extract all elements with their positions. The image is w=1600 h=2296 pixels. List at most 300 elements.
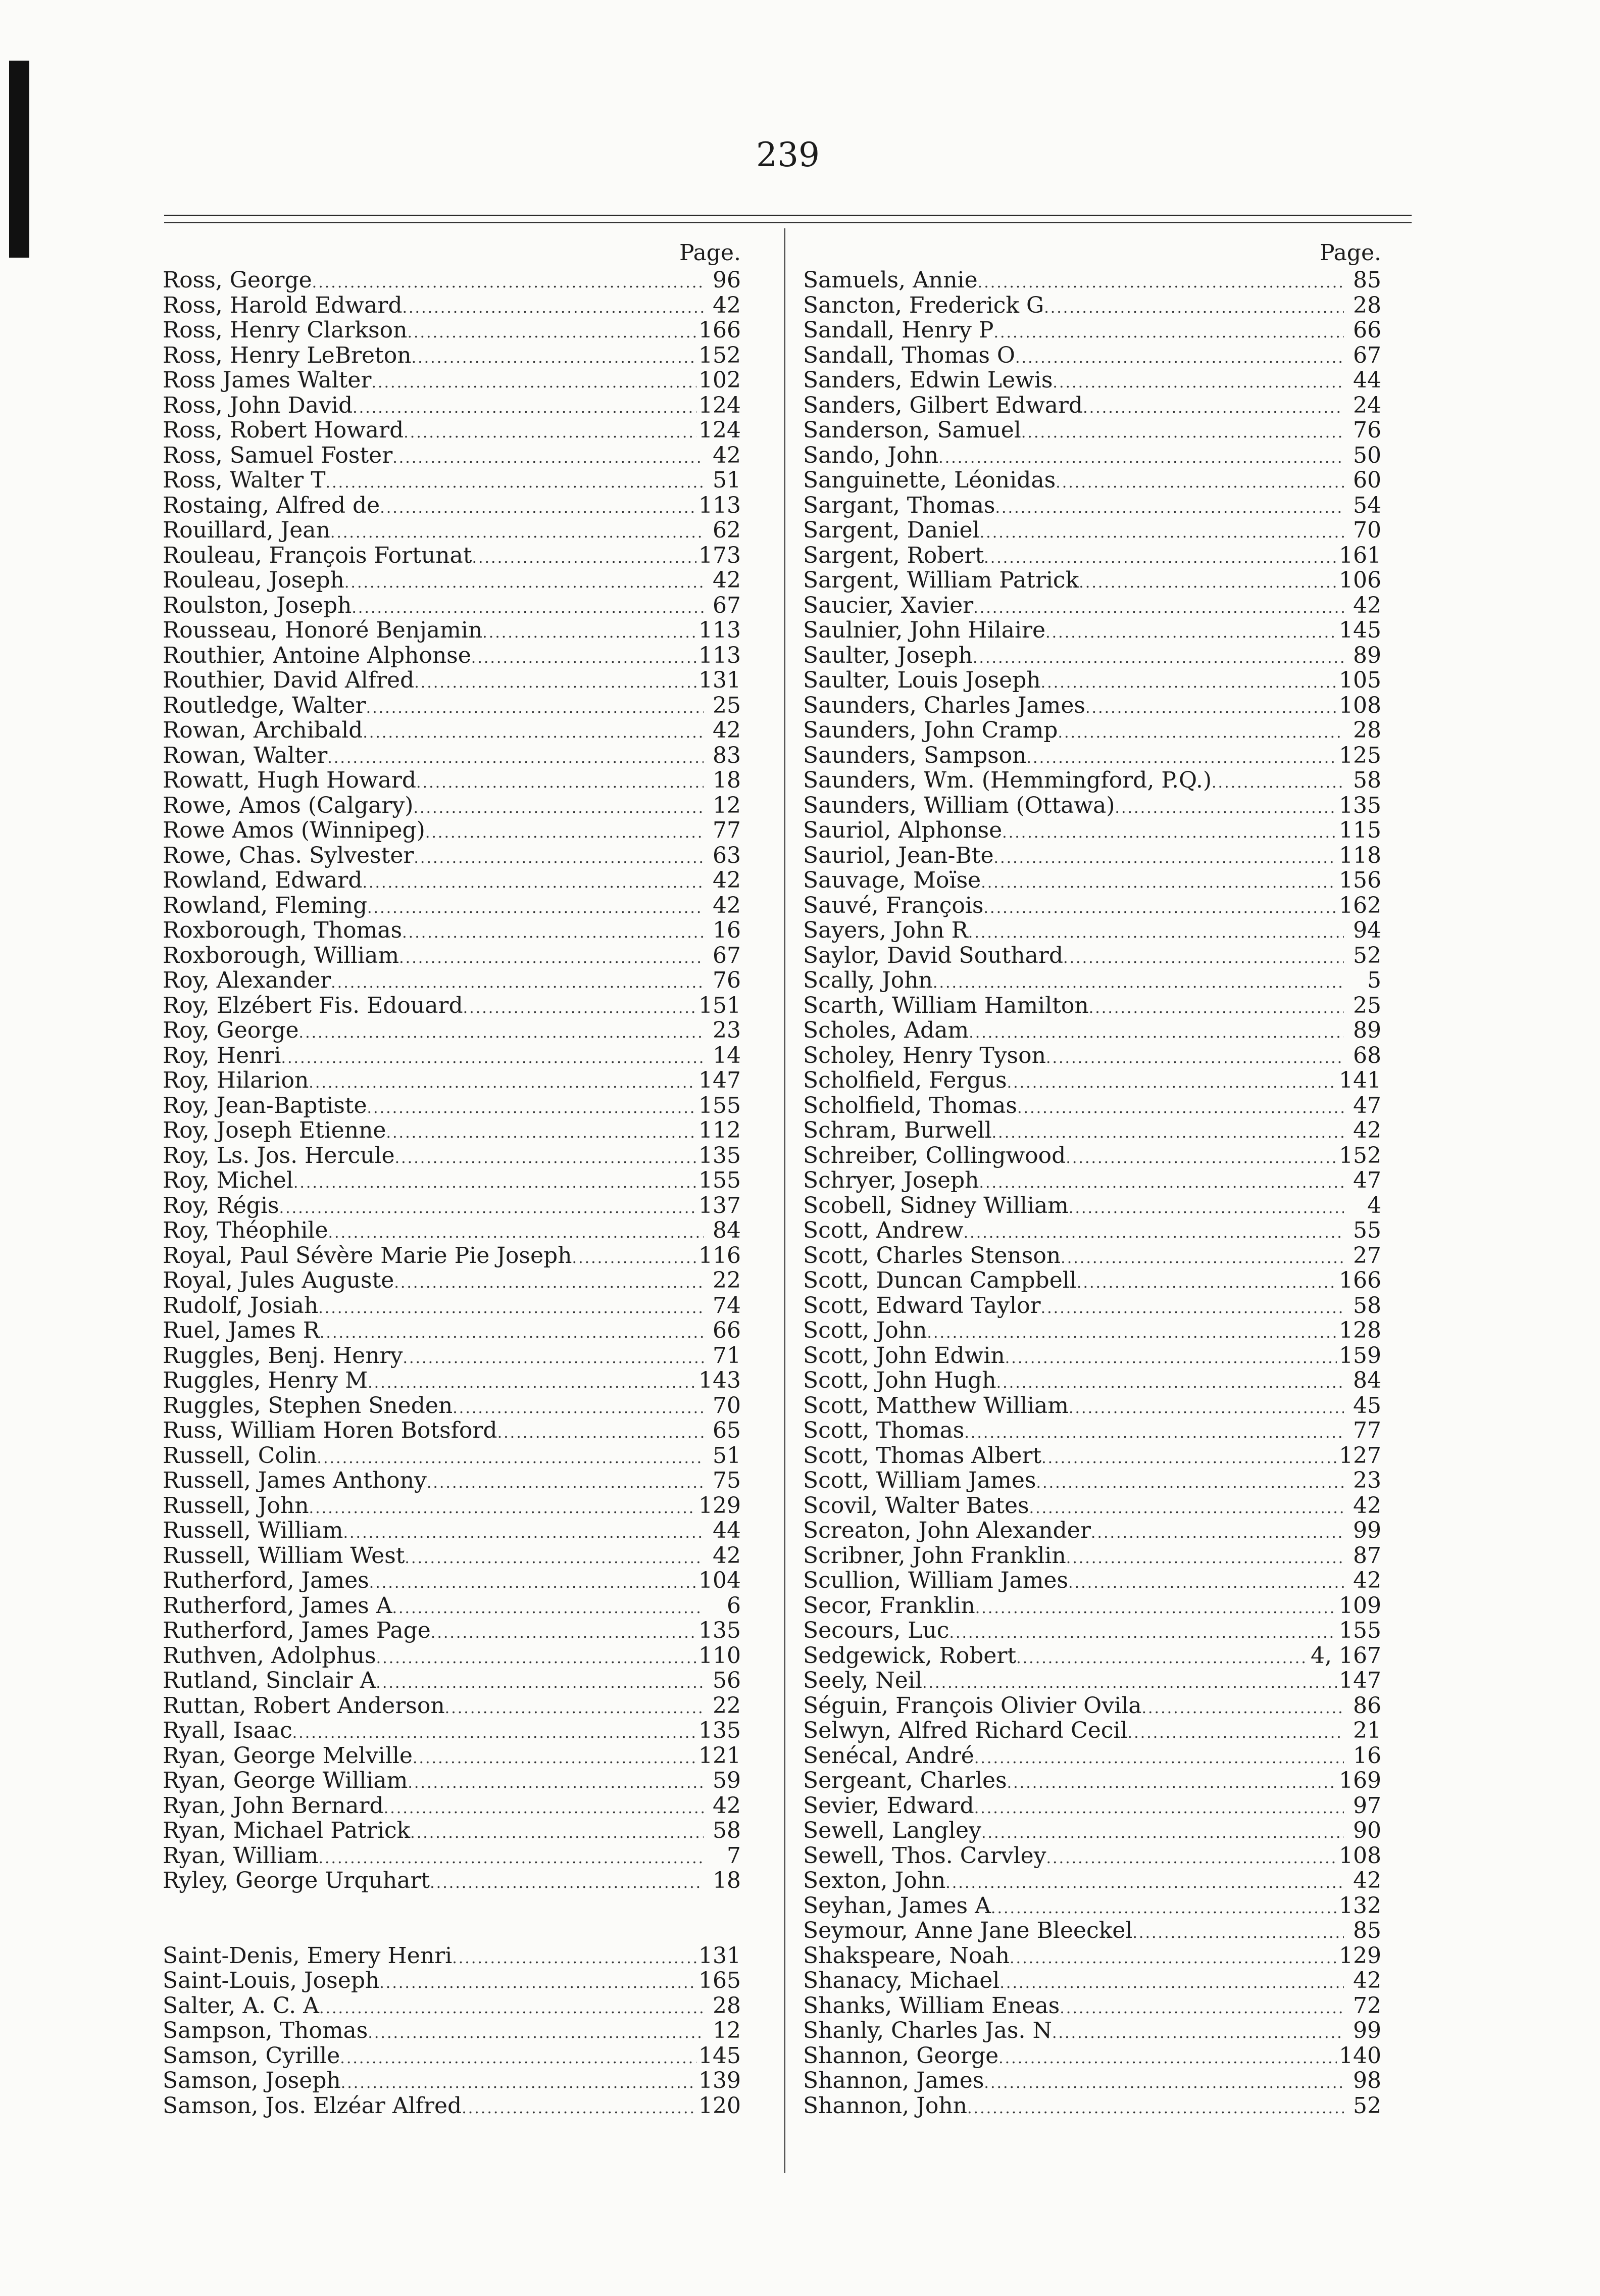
entry-name: Saulter, Joseph bbox=[803, 642, 973, 668]
entry-page: 18 bbox=[713, 1868, 741, 1893]
entry-page: 109 bbox=[1339, 1592, 1381, 1619]
entry-name: Scarth, William Hamilton bbox=[803, 992, 1089, 1018]
entry-page: 44 bbox=[1353, 367, 1381, 393]
index-entry bbox=[163, 543, 741, 568]
index-entry bbox=[803, 1593, 1381, 1619]
entry-page: 65 bbox=[713, 1418, 741, 1443]
entry-name: Scott, Charles Stenson bbox=[803, 1242, 1061, 1268]
index-entry bbox=[163, 368, 741, 393]
dot-leader bbox=[1091, 1521, 1344, 1546]
dot-leader bbox=[1046, 1046, 1344, 1071]
index-entry bbox=[163, 1968, 741, 1993]
entry-name: Ruggles, Stephen Sneden bbox=[163, 1392, 453, 1419]
dot-leader bbox=[318, 1846, 704, 1871]
entry-page: 89 bbox=[1353, 1017, 1381, 1043]
dot-leader bbox=[408, 1771, 704, 1796]
column-header bbox=[803, 237, 1381, 268]
dot-leader bbox=[975, 1596, 1337, 1621]
entry-name: Séguin, François Olivier Ovila bbox=[803, 1692, 1142, 1719]
dot-leader bbox=[1007, 1771, 1337, 1796]
entry-page: 139 bbox=[698, 2068, 741, 2093]
entry-name: Roy, Ls. Jos. Hercule bbox=[163, 1142, 395, 1168]
dot-leader bbox=[1132, 1921, 1344, 1946]
index-entry bbox=[803, 443, 1381, 468]
entry-name: Roxborough, William bbox=[163, 942, 399, 968]
entry-name: Royal, Jules Auguste bbox=[163, 1267, 394, 1293]
entry-page: 12 bbox=[713, 2018, 741, 2043]
entry-page: 90 bbox=[1353, 1818, 1381, 1843]
index-entry bbox=[163, 1343, 741, 1369]
page-number: 239 bbox=[756, 135, 820, 174]
entry-page: 16 bbox=[713, 917, 741, 943]
index-entry bbox=[803, 568, 1381, 593]
entry-page: 42 bbox=[713, 292, 741, 318]
entry-name: Ruthven, Adolphus bbox=[163, 1642, 376, 1669]
entry-page: 169 bbox=[1339, 1768, 1381, 1793]
entry-page: 63 bbox=[713, 842, 741, 868]
entry-name: Ruttan, Robert Anderson bbox=[163, 1692, 445, 1719]
index-entry bbox=[163, 1318, 741, 1343]
dot-leader bbox=[328, 1220, 704, 1246]
index-entry bbox=[163, 1043, 741, 1068]
entry-name: Saunders, William (Ottawa) bbox=[803, 792, 1115, 818]
entry-name: Scullion, William James bbox=[803, 1568, 1069, 1593]
entry-name: Routhier, Antoine Alphonse bbox=[163, 642, 471, 668]
entry-page: 42 bbox=[1353, 1492, 1381, 1519]
index-entry bbox=[803, 693, 1381, 718]
entry-name: Sergeant, Charles bbox=[803, 1768, 1007, 1793]
entry-name: Scott, Thomas bbox=[803, 1418, 965, 1443]
dot-leader bbox=[969, 1020, 1344, 1046]
page-heading: Page. bbox=[1319, 240, 1381, 266]
entry-page: 147 bbox=[1339, 1668, 1381, 1693]
header-rule-thin bbox=[164, 222, 1412, 223]
index-entry bbox=[803, 768, 1381, 793]
index-entry bbox=[803, 293, 1381, 318]
dot-leader bbox=[991, 1896, 1337, 1921]
index-entry bbox=[163, 568, 741, 593]
entry-page: 108 bbox=[1339, 1842, 1381, 1869]
dot-leader bbox=[1085, 696, 1337, 721]
entry-page: 18 bbox=[713, 767, 741, 793]
dot-leader bbox=[371, 370, 696, 396]
index-entry bbox=[163, 1843, 741, 1869]
entry-name: Schram, Burwell bbox=[803, 1117, 992, 1143]
index-entry bbox=[803, 1793, 1381, 1819]
entries-s-names-continued bbox=[803, 268, 1381, 2118]
entry-page: 27 bbox=[1353, 1242, 1381, 1268]
column-divider bbox=[784, 228, 785, 2173]
entry-name: Sanguinette, Léonidas bbox=[803, 467, 1056, 493]
index-entry bbox=[803, 1343, 1381, 1369]
entry-page: 28 bbox=[713, 1992, 741, 2019]
dot-leader bbox=[379, 1971, 696, 1996]
entry-name: Roxborough, Thomas bbox=[163, 917, 403, 943]
entry-name: Sanders, Gilbert Edward bbox=[803, 392, 1083, 418]
entry-name: Rutland, Sinclair A bbox=[163, 1668, 376, 1693]
entry-name: Ryan, John Bernard bbox=[163, 1792, 384, 1819]
dot-leader bbox=[319, 1996, 704, 2021]
entry-name: Rouleau, Joseph bbox=[163, 567, 344, 593]
index-entry bbox=[803, 1043, 1381, 1068]
dot-leader bbox=[413, 796, 704, 821]
entry-page: 42 bbox=[713, 867, 741, 893]
index-entry bbox=[163, 1993, 741, 2019]
header-rule bbox=[164, 215, 1412, 216]
entry-page: 51 bbox=[713, 467, 741, 493]
entry-page: 145 bbox=[1339, 617, 1381, 643]
entry-page: 140 bbox=[1339, 2042, 1381, 2069]
dot-leader bbox=[1017, 1096, 1344, 1121]
index-entry bbox=[163, 418, 741, 443]
entry-name: Roy, Théophile bbox=[163, 1217, 328, 1243]
index-entry bbox=[803, 468, 1381, 493]
dot-leader bbox=[404, 420, 696, 446]
index-entry bbox=[163, 1018, 741, 1043]
entry-name: Ryall, Isaac bbox=[163, 1718, 292, 1743]
dot-leader bbox=[974, 1746, 1344, 1771]
index-entry bbox=[163, 1068, 741, 1093]
dot-leader bbox=[1066, 1546, 1344, 1571]
dot-leader bbox=[572, 1246, 696, 1271]
dot-leader bbox=[330, 520, 704, 546]
index-entry bbox=[163, 793, 741, 818]
index-entry bbox=[803, 593, 1381, 618]
entry-page: 124 bbox=[698, 417, 741, 443]
index-entry bbox=[163, 1143, 741, 1168]
index-entry bbox=[803, 1393, 1381, 1419]
index-entry bbox=[803, 543, 1381, 568]
entry-page: 54 bbox=[1353, 492, 1381, 518]
dot-leader bbox=[299, 1020, 704, 1046]
index-entry bbox=[803, 1918, 1381, 1943]
index-entry bbox=[803, 743, 1381, 768]
index-entry bbox=[163, 818, 741, 843]
entry-name: Seymour, Anne Jane Bleeckel bbox=[803, 1918, 1133, 1943]
entry-name: Sexton, John bbox=[803, 1868, 946, 1893]
entry-page: 77 bbox=[713, 817, 741, 843]
entry-page: 155 bbox=[698, 1167, 741, 1193]
index-entry bbox=[163, 718, 741, 743]
index-entry bbox=[163, 1743, 741, 1769]
entry-name: Roulston, Joseph bbox=[163, 592, 352, 618]
dot-leader bbox=[416, 770, 704, 796]
entry-page: 145 bbox=[698, 2042, 741, 2069]
dot-leader bbox=[431, 1621, 696, 1646]
entry-name: Roy, Henri bbox=[163, 1042, 281, 1068]
entry-name: Secor, Franklin bbox=[803, 1592, 975, 1619]
entry-name: Saunders, Sampson bbox=[803, 742, 1027, 768]
entry-name: Schreiber, Collingwood bbox=[803, 1142, 1066, 1168]
entry-name: Secours, Luc bbox=[803, 1618, 949, 1643]
entry-page: 56 bbox=[713, 1668, 741, 1693]
index-entry bbox=[803, 943, 1381, 968]
entry-page: 86 bbox=[1353, 1692, 1381, 1719]
entry-page: 52 bbox=[1353, 942, 1381, 968]
entry-name: Shanks, William Eneas bbox=[803, 1992, 1060, 2019]
entry-name: Russ, William Horen Botsford bbox=[163, 1418, 497, 1443]
index-entry bbox=[803, 318, 1381, 343]
entry-page: 152 bbox=[1339, 1142, 1381, 1168]
entry-page: 70 bbox=[1353, 517, 1381, 543]
index-entry bbox=[803, 2018, 1381, 2043]
entry-page: 128 bbox=[1339, 1317, 1381, 1343]
index-entry bbox=[803, 868, 1381, 893]
entry-page: 135 bbox=[698, 1618, 741, 1643]
entry-name: Ryan, George Melville bbox=[163, 1742, 413, 1769]
entry-page: 51 bbox=[713, 1442, 741, 1469]
entry-page: 55 bbox=[1353, 1217, 1381, 1243]
entry-name: Seely, Neil bbox=[803, 1668, 922, 1693]
index-entry bbox=[803, 493, 1381, 518]
dot-leader bbox=[1036, 1471, 1344, 1496]
index-entry bbox=[163, 643, 741, 668]
index-entry bbox=[803, 1018, 1381, 1043]
dot-leader bbox=[1058, 720, 1344, 746]
entry-page: 112 bbox=[698, 1117, 741, 1143]
entry-name: Rudolf, Josiah bbox=[163, 1292, 319, 1318]
dot-leader bbox=[1016, 1646, 1309, 1671]
entry-name: Roy, Joseph Etienne bbox=[163, 1117, 386, 1143]
dot-leader bbox=[974, 1796, 1344, 1821]
dot-leader bbox=[403, 1346, 704, 1371]
entry-page: 159 bbox=[1339, 1342, 1381, 1369]
entry-page: 70 bbox=[713, 1392, 741, 1419]
dot-leader bbox=[922, 1671, 1337, 1696]
entry-name: Scholfield, Thomas bbox=[803, 1092, 1017, 1118]
dot-leader bbox=[967, 2096, 1344, 2121]
entry-page: 96 bbox=[713, 267, 741, 293]
entry-page: 105 bbox=[1339, 667, 1381, 693]
dot-leader bbox=[984, 896, 1337, 921]
dot-leader bbox=[1060, 1996, 1344, 2021]
entry-name: Scott, Andrew bbox=[803, 1217, 964, 1243]
entry-page: 7 bbox=[727, 1842, 741, 1869]
entry-name: Saulter, Louis Joseph bbox=[803, 667, 1041, 693]
entry-name: Sanders, Edwin Lewis bbox=[803, 367, 1053, 393]
index-entry bbox=[163, 1593, 741, 1619]
index-entry bbox=[163, 1768, 741, 1793]
dot-leader bbox=[362, 870, 704, 896]
entry-page: 21 bbox=[1353, 1718, 1381, 1743]
dot-leader bbox=[984, 546, 1337, 571]
entry-name: Roy, Elzébert Fis. Edouard bbox=[163, 992, 463, 1018]
dot-leader bbox=[392, 1596, 704, 1621]
entry-page: 166 bbox=[698, 317, 741, 343]
index-entry bbox=[803, 1168, 1381, 1193]
entry-name: Sancton, Frederick G bbox=[803, 292, 1044, 318]
index-entry bbox=[803, 1193, 1381, 1218]
dot-leader bbox=[1045, 620, 1337, 646]
dot-leader bbox=[405, 1546, 704, 1571]
entry-page: 5 bbox=[1367, 967, 1381, 993]
dot-leader bbox=[414, 846, 704, 871]
index-entry bbox=[803, 393, 1381, 418]
index-entry bbox=[803, 1418, 1381, 1443]
entry-page: 75 bbox=[713, 1468, 741, 1493]
entry-page: 77 bbox=[1353, 1418, 1381, 1443]
index-entry bbox=[803, 643, 1381, 668]
entry-name: Roy, Jean-Baptiste bbox=[163, 1092, 367, 1118]
entry-name: Ross James Walter bbox=[163, 367, 372, 393]
dot-leader bbox=[279, 1196, 696, 1221]
entry-name: Scovil, Walter Bates bbox=[803, 1492, 1029, 1519]
index-entry bbox=[803, 618, 1381, 643]
dot-leader bbox=[452, 1946, 696, 1971]
entry-name: Rowe Amos (Winnipeg) bbox=[163, 817, 425, 843]
entry-page: 85 bbox=[1353, 267, 1381, 293]
dot-leader bbox=[445, 1696, 704, 1721]
entry-page: 23 bbox=[713, 1017, 741, 1043]
index-entry bbox=[163, 1443, 741, 1469]
dot-leader bbox=[340, 2046, 696, 2071]
entry-page: 72 bbox=[1353, 1992, 1381, 2019]
index-entry bbox=[803, 2068, 1381, 2093]
entry-page: 162 bbox=[1339, 892, 1381, 918]
entry-name: Rouillard, Jean bbox=[163, 517, 330, 543]
dot-leader bbox=[399, 946, 704, 971]
index-entry bbox=[803, 1493, 1381, 1519]
entry-name: Saulnier, John Hilaire bbox=[803, 617, 1046, 643]
entry-name: Sargent, Daniel bbox=[803, 517, 980, 543]
index-entry bbox=[163, 1543, 741, 1569]
entry-name: Rowatt, Hugh Howard bbox=[163, 767, 417, 793]
entry-page: 129 bbox=[698, 1492, 741, 1519]
entry-name: Screaton, John Alexander bbox=[803, 1518, 1091, 1543]
dot-leader bbox=[402, 920, 704, 946]
index-entry bbox=[163, 1393, 741, 1419]
index-entry bbox=[803, 1743, 1381, 1769]
entry-page: 66 bbox=[1353, 317, 1381, 343]
entry-page: 67 bbox=[1353, 342, 1381, 368]
entry-name: Sedgewick, Robert bbox=[803, 1642, 1017, 1669]
entry-name: Ryley, George Urquhart bbox=[163, 1868, 430, 1893]
entry-name: Rostaing, Alfred de bbox=[163, 492, 380, 518]
entry-name: Saucier, Xavier bbox=[803, 592, 974, 618]
entry-name: Sauvé, François bbox=[803, 892, 984, 918]
entry-page: 155 bbox=[1339, 1618, 1381, 1643]
entry-page: 165 bbox=[698, 1968, 741, 1993]
entry-name: Roy, Alexander bbox=[163, 967, 331, 993]
index-entry bbox=[163, 1468, 741, 1493]
entry-page: 24 bbox=[1353, 392, 1381, 418]
entry-name: Russell, William West bbox=[163, 1542, 405, 1569]
entry-name: Ross, Henry Clarkson bbox=[163, 317, 408, 343]
entry-page: 67 bbox=[713, 592, 741, 618]
index-entry bbox=[803, 1768, 1381, 1793]
entry-page: 28 bbox=[1353, 717, 1381, 743]
index-entry bbox=[803, 368, 1381, 393]
dot-leader bbox=[369, 1571, 696, 1596]
dot-leader bbox=[386, 1120, 696, 1146]
entry-name: Ryan, George William bbox=[163, 1768, 408, 1793]
entry-page: 127 bbox=[1339, 1442, 1381, 1469]
index-entry bbox=[163, 1118, 741, 1143]
index-entry bbox=[803, 1893, 1381, 1919]
entry-name: Schryer, Joseph bbox=[803, 1167, 979, 1193]
entry-name: Russell, William bbox=[163, 1518, 343, 1543]
dot-leader bbox=[1041, 1296, 1344, 1321]
entry-name: Routhier, David Alfred bbox=[163, 667, 415, 693]
dot-leader bbox=[994, 846, 1337, 871]
index-entry bbox=[803, 718, 1381, 743]
dot-leader bbox=[376, 1646, 696, 1671]
dot-leader bbox=[341, 2071, 696, 2096]
index-entry bbox=[803, 1668, 1381, 1693]
dot-leader bbox=[366, 696, 704, 721]
entry-name: Saunders, John Cramp bbox=[803, 717, 1058, 743]
entry-name: Ruel, James R bbox=[163, 1317, 320, 1343]
dot-leader bbox=[367, 896, 704, 921]
entry-name: Ruggles, Benj. Henry bbox=[163, 1342, 403, 1369]
column-header bbox=[163, 237, 741, 268]
dot-leader bbox=[320, 1321, 704, 1346]
entry-name: Russell, James Anthony bbox=[163, 1468, 427, 1493]
entry-page: 113 bbox=[698, 642, 741, 668]
dot-leader bbox=[1061, 1246, 1344, 1271]
index-entry bbox=[803, 1243, 1381, 1268]
dot-leader bbox=[1007, 1070, 1337, 1096]
dot-leader bbox=[1015, 346, 1344, 371]
index-entry bbox=[163, 1168, 741, 1193]
dot-leader bbox=[309, 1070, 696, 1096]
entry-name: Ross, Walter T bbox=[163, 467, 326, 493]
index-entry bbox=[163, 1643, 741, 1669]
index-entry bbox=[803, 843, 1381, 868]
index-entry bbox=[163, 1718, 741, 1743]
dot-leader bbox=[309, 1496, 696, 1521]
index-entry bbox=[803, 1718, 1381, 1743]
entry-page: 108 bbox=[1339, 692, 1381, 718]
entry-name: Ross, Robert Howard bbox=[163, 417, 404, 443]
entry-name: Ross, John David bbox=[163, 392, 353, 418]
entry-name: Scribner, John Franklin bbox=[803, 1542, 1066, 1569]
index-entry bbox=[163, 2043, 741, 2069]
entry-page: 161 bbox=[1339, 542, 1381, 568]
entry-page: 76 bbox=[1353, 417, 1381, 443]
entry-page: 16 bbox=[1353, 1742, 1381, 1769]
index-entry bbox=[163, 343, 741, 368]
entry-page: 120 bbox=[698, 2092, 741, 2119]
entry-name: Sauvage, Moïse bbox=[803, 867, 981, 893]
entry-page: 99 bbox=[1353, 1518, 1381, 1543]
entry-name: Saunders, Charles James bbox=[803, 692, 1086, 718]
dot-leader bbox=[1041, 1446, 1337, 1471]
index-entry bbox=[163, 618, 741, 643]
index-entry bbox=[163, 1368, 741, 1393]
entry-page: 74 bbox=[713, 1292, 741, 1318]
entry-name: Scott, John Edwin bbox=[803, 1342, 1005, 1369]
dot-leader bbox=[1063, 946, 1344, 971]
entry-page: 42 bbox=[713, 717, 741, 743]
dot-leader bbox=[414, 670, 696, 696]
dot-leader bbox=[402, 296, 704, 321]
dot-leader bbox=[482, 620, 696, 646]
index-entry bbox=[163, 2018, 741, 2043]
index-entry bbox=[163, 1818, 741, 1843]
entry-name: Scott, John Hugh bbox=[803, 1367, 996, 1393]
entry-page: 62 bbox=[713, 517, 741, 543]
dot-leader bbox=[1068, 1571, 1344, 1596]
index-entry bbox=[803, 968, 1381, 993]
index-entry bbox=[163, 468, 741, 493]
dot-leader bbox=[395, 1146, 696, 1171]
entry-name: Ryan, Michael Patrick bbox=[163, 1818, 411, 1843]
entry-page: 104 bbox=[698, 1568, 741, 1593]
entry-name: Scott, Thomas Albert bbox=[803, 1442, 1042, 1469]
entry-page: 42 bbox=[713, 567, 741, 593]
index-entry bbox=[163, 1693, 741, 1719]
